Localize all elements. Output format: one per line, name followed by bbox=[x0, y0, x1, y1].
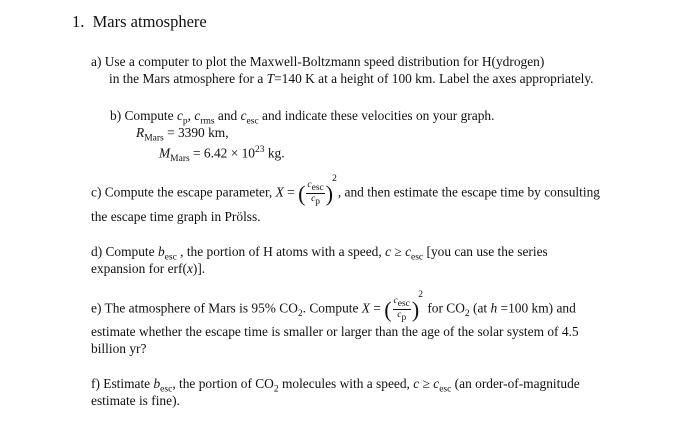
part-b-mass: $M_{Mars} = 6.42 \times 10^{23}$ kg. bbox=[159, 145, 285, 165]
part-c-line-1: c) Compute the escape parameter, X = ( $\frac{c_{esc}}{c_p}$ )$^2$, and then estimate the escape time by consulting bbox=[91, 174, 600, 207]
part-a-line-2: in the Mars atmosphere for a T=140 K at a height of 100 km. Label the axes appropriately. bbox=[109, 71, 594, 86]
part-b-radius: $R_{Mars} = 3390$ km, bbox=[136, 125, 229, 144]
part-e-line-2: estimate whether the escape time is smaller or larger than the age of the solar system of 4.5 bbox=[91, 324, 579, 339]
part-c-line-2: the escape time graph in Prölss. bbox=[91, 209, 261, 224]
part-e-line-1: e) The atmosphere of Mars is 95% $CO_2$. Compute X = ( $\frac{c_{esc}}{c_p}$ )$^2$ for $CO_2$ (at h =100 km) and bbox=[91, 290, 576, 323]
escape-ratio-fraction-co2: $\frac{c_{esc}}{c_p}$ bbox=[393, 296, 410, 323]
part-e-line-3: billion yr? bbox=[91, 341, 147, 356]
part-a-line-1: a) Use a computer to plot the Maxwell-Boltzmann speed distribution for H(ydrogen) bbox=[91, 54, 545, 69]
problem-title: Mars atmosphere bbox=[92, 12, 207, 31]
part-f-line-1: f) Estimate $b_{esc}$, the portion of $CO_2$ molecules with a speed, $c \ge c_{esc}$ (an order-of-magnitude bbox=[91, 376, 580, 395]
part-f-line-2: estimate is fine). bbox=[91, 393, 180, 408]
problem-number: 1. bbox=[72, 12, 85, 31]
part-d-line-1: d) Compute $b_{esc}$ , the portion of H atoms with a speed, $c \ge c_{esc}$ [you can use the series bbox=[91, 244, 548, 263]
escape-ratio-fraction: $\frac{c_{esc}}{c_p}$ bbox=[307, 180, 324, 207]
part-d-line-2: expansion for erf(x)]. bbox=[91, 261, 206, 276]
problem-heading bbox=[72, 13, 207, 30]
part-b-line-1: b) Compute $c_p$, $c_{rms}$ and $c_{esc}$ and indicate these velocities on your graph. bbox=[110, 108, 495, 127]
